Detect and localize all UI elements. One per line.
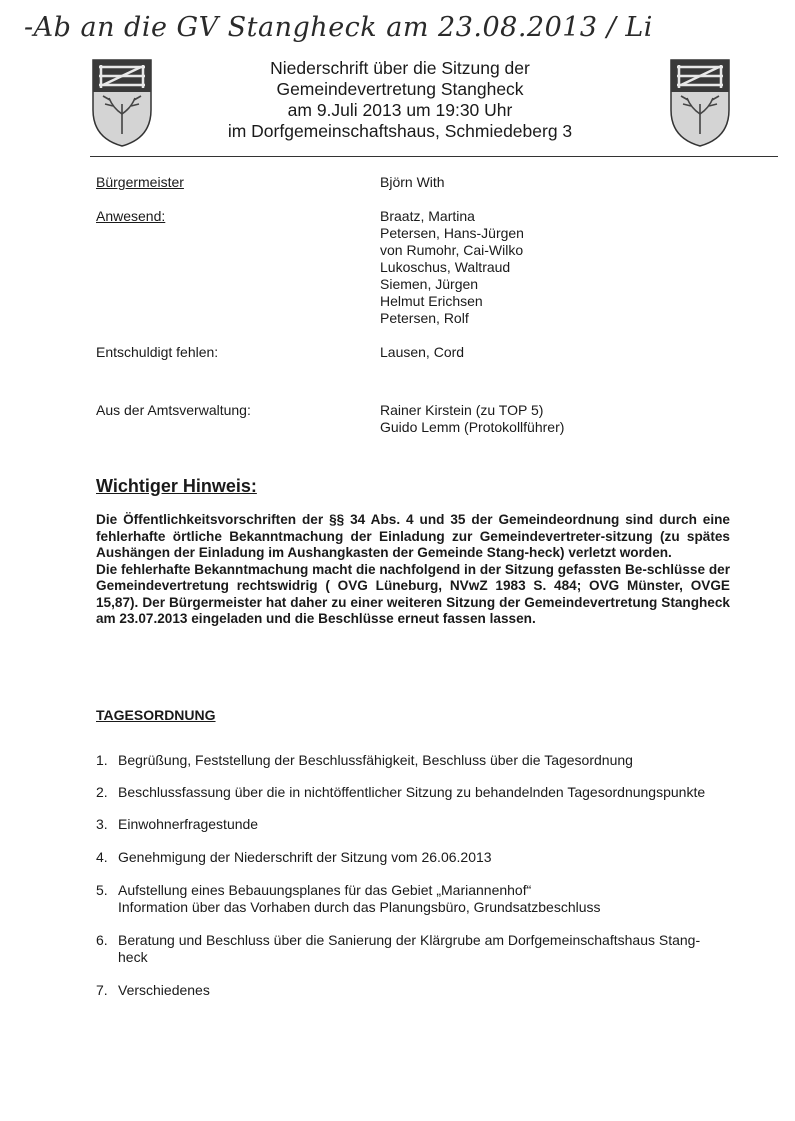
admin-member: Rainer Kirstein (zu TOP 5) <box>380 402 544 418</box>
agenda-text: Beratung und Beschluss über die Sanierung der Klärgrube am Dorfgemeinschaftshaus Stang- <box>118 932 701 948</box>
admin-member: Guido Lemm (Protokollführer) <box>380 419 565 435</box>
agenda-title: TAGESORDNUNG <box>96 707 216 723</box>
present-member: Siemen, Jürgen <box>380 276 479 292</box>
present-member: Helmut Erichsen <box>380 293 483 309</box>
title-line: im Dorfgemeinschaftshaus, Schmiedeberg 3 <box>227 121 573 141</box>
agenda-text: Aufstellung eines Bebauungsplanes für das Gebiet „Mariannenhof“ <box>118 882 532 898</box>
title-line: Niederschrift über die Sitzung der <box>270 58 530 78</box>
present-member: Braatz, Martina <box>380 208 475 224</box>
present-member: Petersen, Rolf <box>380 310 469 326</box>
present-member: Petersen, Hans-Jürgen <box>380 225 524 241</box>
coat-of-arms-icon <box>91 58 153 148</box>
agenda-number: 1. <box>96 752 108 768</box>
coat-of-arms-icon <box>669 58 731 148</box>
notice-text <box>96 512 730 628</box>
excused-member: Lausen, Cord <box>380 344 465 360</box>
handwritten-note: -Ab an die GV Stangheck am 23.08.2013 / Li <box>24 12 653 43</box>
present-member: Lukoschus, Waltraud <box>380 259 511 275</box>
notice-paragraph: Die Öffentlichkeitsvorschriften der §§ 34 Abs. 4 und 35 der Gemeindeordnung sind durch eine fehlerhafte örtliche Bekanntmachung der Einladung zur Gemeindevertreter-sitzung (zu spätes Aushängen der Einladung im Aushangkasten der Gemeinde Stang-heck) verletzt worden. <box>96 512 730 560</box>
notice-paragraph: Die fehlerhafte Bekanntmachung macht die nachfolgend in der Sitzung gefassten Be-schlüsse der Gemeindevertretung rechtswidrig ( OVG Lüneburg, NVwZ 1983 S. 484; OVG Münster, OVGE 15,87). Der Bürgermeister hat daher zu einer weiteren Sitzung der Gemeindevertretung Stangheck am 23.07.2013 eingeladen und die Beschlüsse erneut fassen lassen. <box>96 561 730 626</box>
agenda-number: 2. <box>96 784 108 800</box>
agenda-number: 4. <box>96 849 108 865</box>
agenda-text: Begrüßung, Feststellung der Beschlussfähigkeit, Beschluss über die Tagesordnung <box>118 752 633 768</box>
agenda-text: Information über das Vorhaben durch das Planungsbüro, Grundsatzbeschluss <box>118 899 601 915</box>
agenda-text: Beschlussfassung über die in nichtöffentlicher Sitzung zu behandelnden Tagesordnungspunkte <box>118 784 706 800</box>
notice-title: Wichtiger Hinweis: <box>96 476 257 496</box>
excused-label: Entschuldigt fehlen: <box>96 344 219 360</box>
present-label: Anwesend: <box>96 208 166 224</box>
mayor-name: Björn With <box>380 174 445 190</box>
agenda-number: 6. <box>96 932 108 948</box>
agenda-number: 3. <box>96 816 108 832</box>
title-line: Gemeindevertretung Stangheck <box>276 79 524 99</box>
admin-label: Aus der Amtsverwaltung: <box>96 402 251 418</box>
agenda-text: heck <box>118 949 148 965</box>
header-divider <box>90 156 778 157</box>
title-line: am 9.Juli 2013 um 19:30 Uhr <box>287 100 513 120</box>
agenda-text: Einwohnerfragestunde <box>118 816 259 832</box>
agenda-text: Verschiedenes <box>118 982 210 998</box>
agenda-number: 5. <box>96 882 108 898</box>
document-title <box>220 58 580 142</box>
agenda-text: Genehmigung der Niederschrift der Sitzung vom 26.06.2013 <box>118 849 492 865</box>
present-member: von Rumohr, Cai-Wilko <box>380 242 524 258</box>
agenda-number: 7. <box>96 982 108 998</box>
mayor-label: Bürgermeister <box>96 174 184 190</box>
